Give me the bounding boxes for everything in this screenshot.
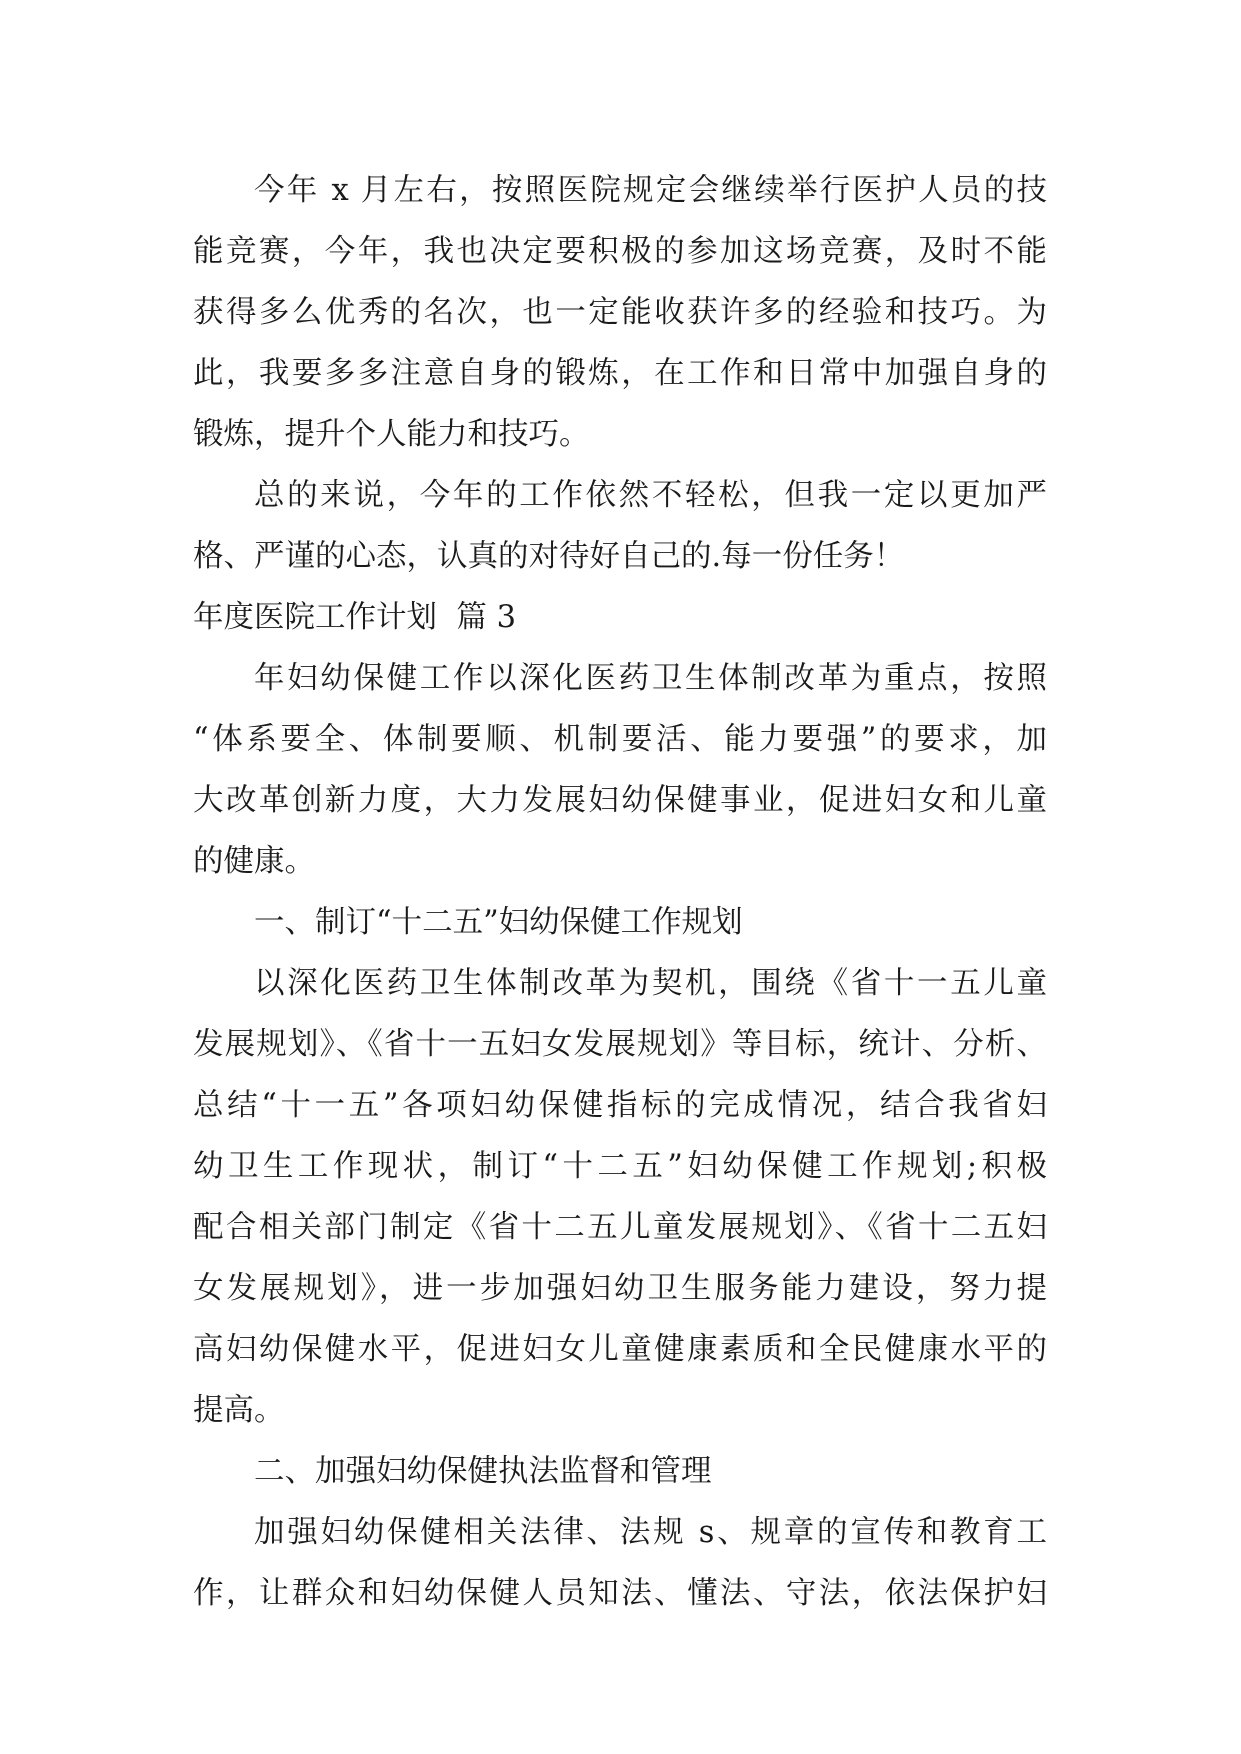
text-line: 的健康。	[193, 844, 315, 879]
text-line: 能竞赛，今年，我也决定要积极的参加这场竞赛，及时不能	[193, 234, 1047, 269]
section-title: 年度医院工作计划 篇 3	[193, 600, 516, 635]
text-line: 加强妇幼保健相关法律、法规 s、规章的宣传和教育工	[254, 1515, 1047, 1550]
text-line: 配合相关部门制定《省十二五儿童发展规划》、《省十二五妇	[193, 1210, 1047, 1245]
text-line: 高妇幼保健水平，促进妇女儿童健康素质和全民健康水平的	[193, 1332, 1047, 1367]
text-line: 幼卫生工作现状，制订“十二五”妇幼保健工作规划;积极	[193, 1149, 1047, 1184]
text-line: 发展规划》、《省十一五妇女发展规划》等目标，统计、分析、	[193, 1027, 1047, 1062]
text-line: “体系要全、体制要顺、机制要活、能力要强”的要求，加	[193, 722, 1047, 757]
text-line: 今年 x 月左右，按照医院规定会继续举行医护人员的技	[254, 173, 1047, 208]
document-page	[193, 160, 1047, 1624]
text-line: 女发展规划》，进一步加强妇幼卫生服务能力建设，努力提	[193, 1271, 1047, 1306]
heading-plan: 一、制订“十二五”妇幼保健工作规划	[254, 905, 743, 940]
text-line: 此，我要多多注意自身的锻炼，在工作和日常中加强自身的	[193, 356, 1047, 391]
paragraph-intro	[193, 648, 1047, 892]
text-line: 获得多么优秀的名次，也一定能收获许多的经验和技巧。为	[193, 295, 1047, 330]
text-line: 大改革创新力度，大力发展妇幼保健事业，促进妇女和儿童	[193, 783, 1047, 818]
paragraph-supervision	[193, 1502, 1047, 1624]
paragraph-skill-competition	[193, 160, 1047, 465]
text-line: 年妇幼保健工作以深化医药卫生体制改革为重点，按照	[254, 661, 1047, 696]
text-line: 提高。	[193, 1393, 285, 1428]
text-line: 格、严谨的心态，认真的对待好自己的.每一份任务！	[193, 539, 905, 574]
text-line: 锻炼，提升个人能力和技巧。	[193, 417, 590, 452]
paragraph-summary	[193, 465, 1047, 587]
text-line: 总结“十一五”各项妇幼保健指标的完成情况，结合我省妇	[193, 1088, 1047, 1123]
text-line: 以深化医药卫生体制改革为契机，围绕《省十一五儿童	[254, 966, 1047, 1001]
text-line: 总的来说，今年的工作依然不轻松，但我一定以更加严	[254, 478, 1047, 513]
heading-supervision: 二、加强妇幼保健执法监督和管理	[254, 1454, 712, 1489]
text-line: 作，让群众和妇幼保健人员知法、懂法、守法，依法保护妇	[193, 1576, 1047, 1611]
paragraph-plan	[193, 953, 1047, 1441]
